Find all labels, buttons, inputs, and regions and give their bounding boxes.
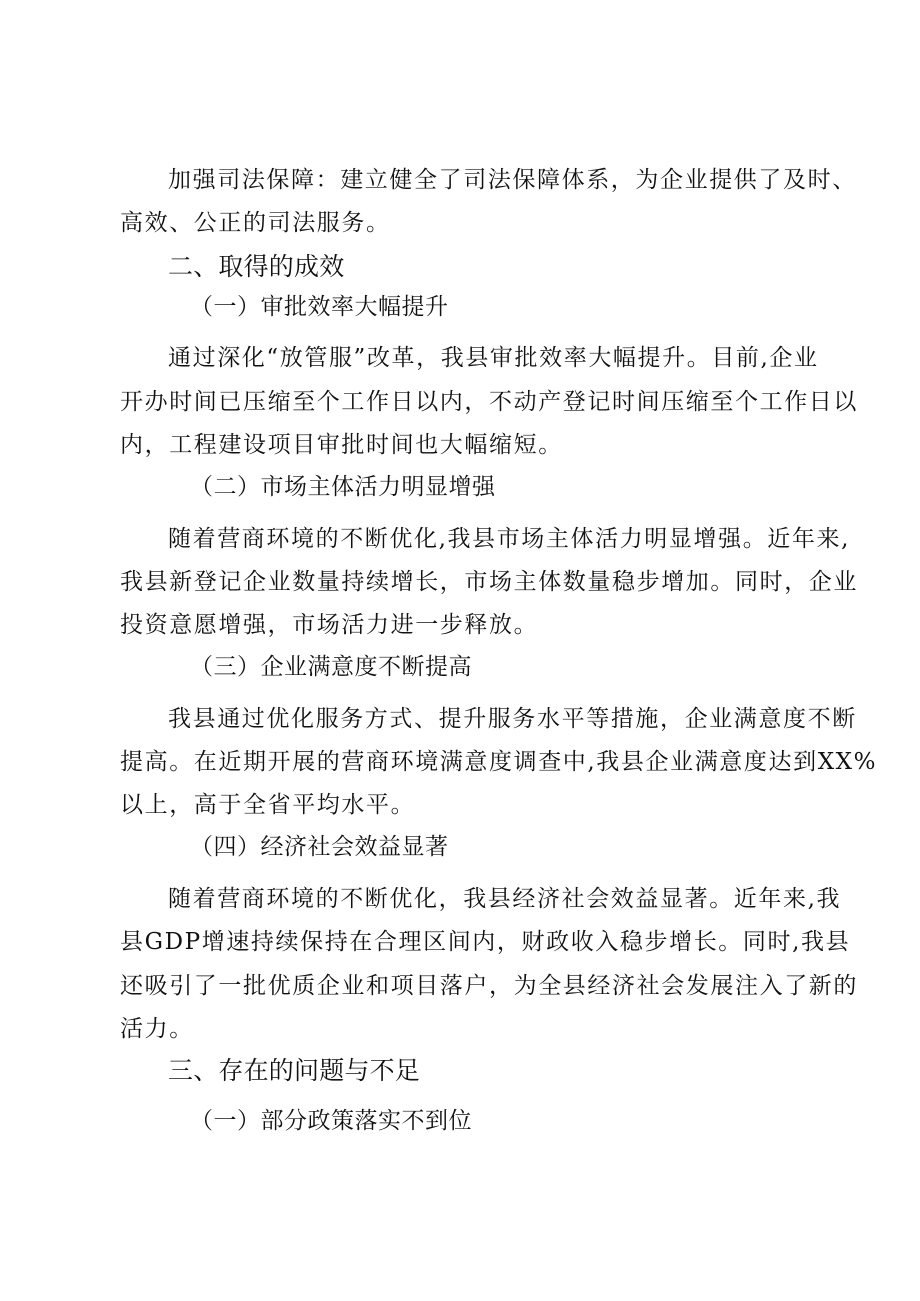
- paragraph-line: 高效、公正的司法服务。: [120, 210, 391, 236]
- section-heading: 三、存在的问题与不足: [168, 1056, 421, 1085]
- subsection-heading: （二）市场主体活力明显增强: [190, 474, 496, 500]
- subsection-heading: （四）经济社会效益显著: [190, 834, 449, 860]
- subsection-heading: （三）企业满意度不断提高: [190, 654, 472, 680]
- subsection-heading: （一）审批效率大幅提升: [190, 294, 449, 320]
- paragraph-line: 通过深化“放管服”改革，我县审批效率大幅提升。目前,企业: [168, 345, 819, 371]
- paragraph-line: 活力。: [120, 1016, 194, 1042]
- paragraph-line: 我县新登记企业数量持续增长，市场主体数量稳步增加。同时，企业: [120, 569, 858, 595]
- section-heading: 二、取得的成效: [168, 252, 345, 281]
- paragraph-line: 开办时间已压缩至个工作日以内，不动产登记时间压缩至个工作日以: [120, 389, 858, 415]
- paragraph-line: 随着营商环境的不断优化,我县市场主体活力明显增强。近年来,: [168, 526, 851, 552]
- paragraph-line: 内，工程建设项目审批时间也大幅缩短。: [120, 432, 563, 458]
- paragraph-line: 随着营商环境的不断优化，我县经济社会效益显著。近年来,我: [168, 886, 842, 912]
- subsection-heading: （一）部分政策落实不到位: [190, 1108, 472, 1134]
- paragraph-line: 以上，高于全省平均水平。: [120, 792, 416, 818]
- paragraph-line: 还吸引了一批优质企业和项目落户，为全县经济社会发展注入了新的: [120, 973, 858, 999]
- paragraph-line: 投资意愿增强，市场活力进一步释放。: [120, 612, 539, 638]
- paragraph-line: 提高。在近期开展的营商环境满意度调查中,我县企业满意度达到XX%: [120, 749, 878, 775]
- paragraph-line: 加强司法保障：建立健全了司法保障体系，为企业提供了及时、: [168, 167, 857, 193]
- paragraph-line: 我县通过优化服务方式、提升服务水平等措施，企业满意度不断: [168, 706, 857, 732]
- paragraph-line: 县GDP增速持续保持在合理区间内，财政收入稳步增长。同时,我县: [120, 929, 851, 955]
